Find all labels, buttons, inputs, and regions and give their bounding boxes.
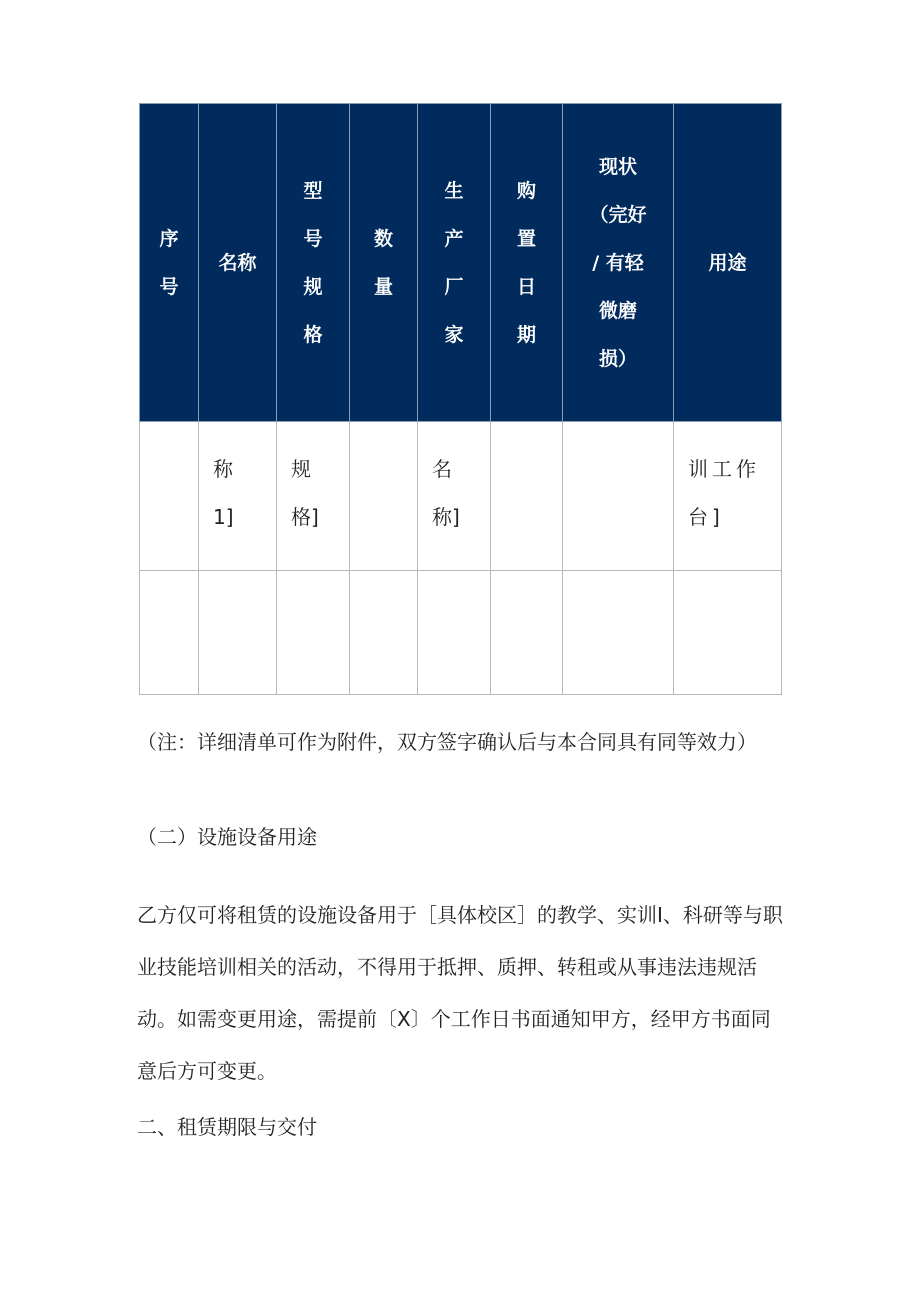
table-cell	[491, 571, 563, 695]
section-heading: 二、租赁期限与交付	[137, 1115, 317, 1139]
table-cell	[563, 422, 674, 571]
equipment-table	[139, 103, 782, 695]
table-header-row	[140, 104, 782, 422]
table-cell	[674, 571, 782, 695]
table-cell	[350, 571, 418, 695]
table-cell	[277, 571, 350, 695]
table-cell	[563, 571, 674, 695]
header-cell-manufacturer: 生 产 厂 家	[418, 104, 491, 422]
subsection-heading: （二）设施设备用途	[137, 825, 317, 849]
table-cell	[418, 571, 491, 695]
table-cell: 称 1]	[199, 422, 277, 571]
header-cell-condition: 现状 （完好 / 有轻 微磨 损）	[563, 104, 674, 422]
table-row	[140, 571, 782, 695]
table-cell	[350, 422, 418, 571]
table-cell	[199, 571, 277, 695]
header-cell-name: 名称	[199, 104, 277, 422]
table-cell	[140, 422, 199, 571]
header-cell-model: 型 号 规 格	[277, 104, 350, 422]
header-cell-index: 序 号	[140, 104, 199, 422]
table-cell: 训工作 台]	[674, 422, 782, 571]
table-cell: 规 格]	[277, 422, 350, 571]
table-cell	[140, 571, 199, 695]
header-cell-quantity: 数 量	[350, 104, 418, 422]
table-row	[140, 422, 782, 571]
table-note: （注：详细清单可作为附件，双方签字确认后与本合同具有同等效力）	[137, 730, 757, 754]
header-cell-purchase-date: 购 置 日 期	[491, 104, 563, 422]
header-cell-usage: 用途	[674, 104, 782, 422]
usage-paragraph: 乙方仅可将租赁的设施设备用于［具体校区］的教学、实训I、科研等与职业技能培训相关的活动，不得用于抵押、质押、转租或从事违法违规活动。如需变更用途，需提前〔X〕个工作日书面通知甲方，经甲方书面同意后方可变更。	[137, 903, 783, 1083]
table-cell: 名 称]	[418, 422, 491, 571]
table-cell	[491, 422, 563, 571]
